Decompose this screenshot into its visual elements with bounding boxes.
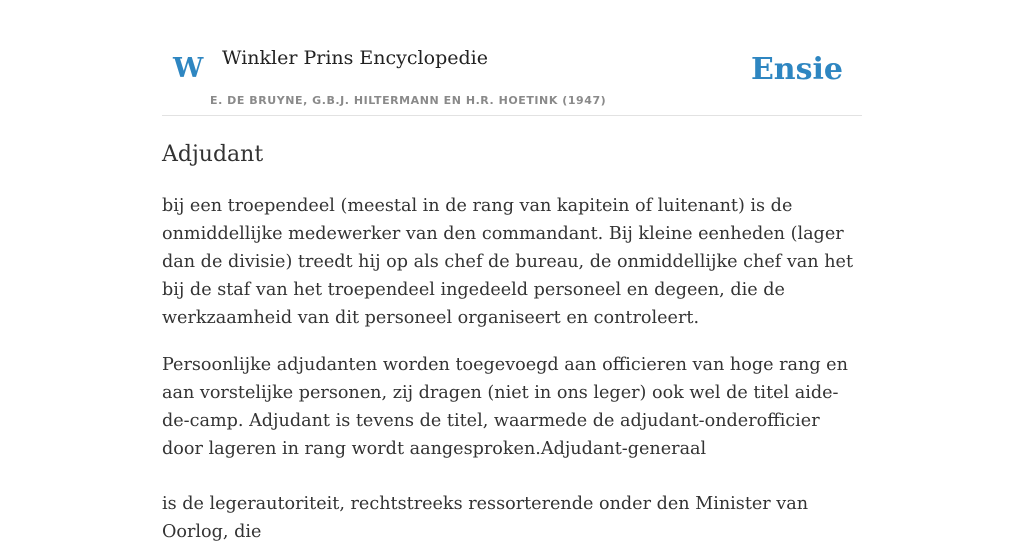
entry-paragraph: is de legerautoriteit, rechtstreeks ressorterende onder den Minister van Oorlog, die [162,494,809,542]
entry-title: Adjudant [162,142,264,167]
entry-body [162,192,862,546]
entry-paragraph: Persoonlijke adjudanten worden toegevoegd aan officieren van hoge rang en aan vorstelijke personen, zij dragen (niet in ons leger) ook wel de titel aide-de-camp. Adjudant is tevens de titel, waarmede de adjudant-onderofficier door lageren in rang wordt aangesproken.Adjudant-generaal [162,355,848,459]
authors-byline: E. DE BRUYNE, G.B.J. HILTERMANN EN H.R. HOETINK (1947) [210,94,607,107]
site-header [162,0,862,116]
page [162,0,862,542]
ensie-brand-logo[interactable]: Ensie [750,52,843,87]
site-title[interactable]: Winkler Prins Encyclopedie [222,47,488,69]
winkler-prins-logo-icon[interactable]: W [173,53,204,84]
entry-paragraph: bij een troependeel (meestal in de rang van kapitein of luitenant) is de onmiddellijke medewerker van den commandant. Bij kleine eenheden (lager dan de divisie) treedt hij op als chef de bureau, de onmiddellijke chef van het bij de staf van het troependeel ingedeeld personeel en degeen, die de werkzaamheid van dit personeel organiseert en controleert. [162,196,854,328]
